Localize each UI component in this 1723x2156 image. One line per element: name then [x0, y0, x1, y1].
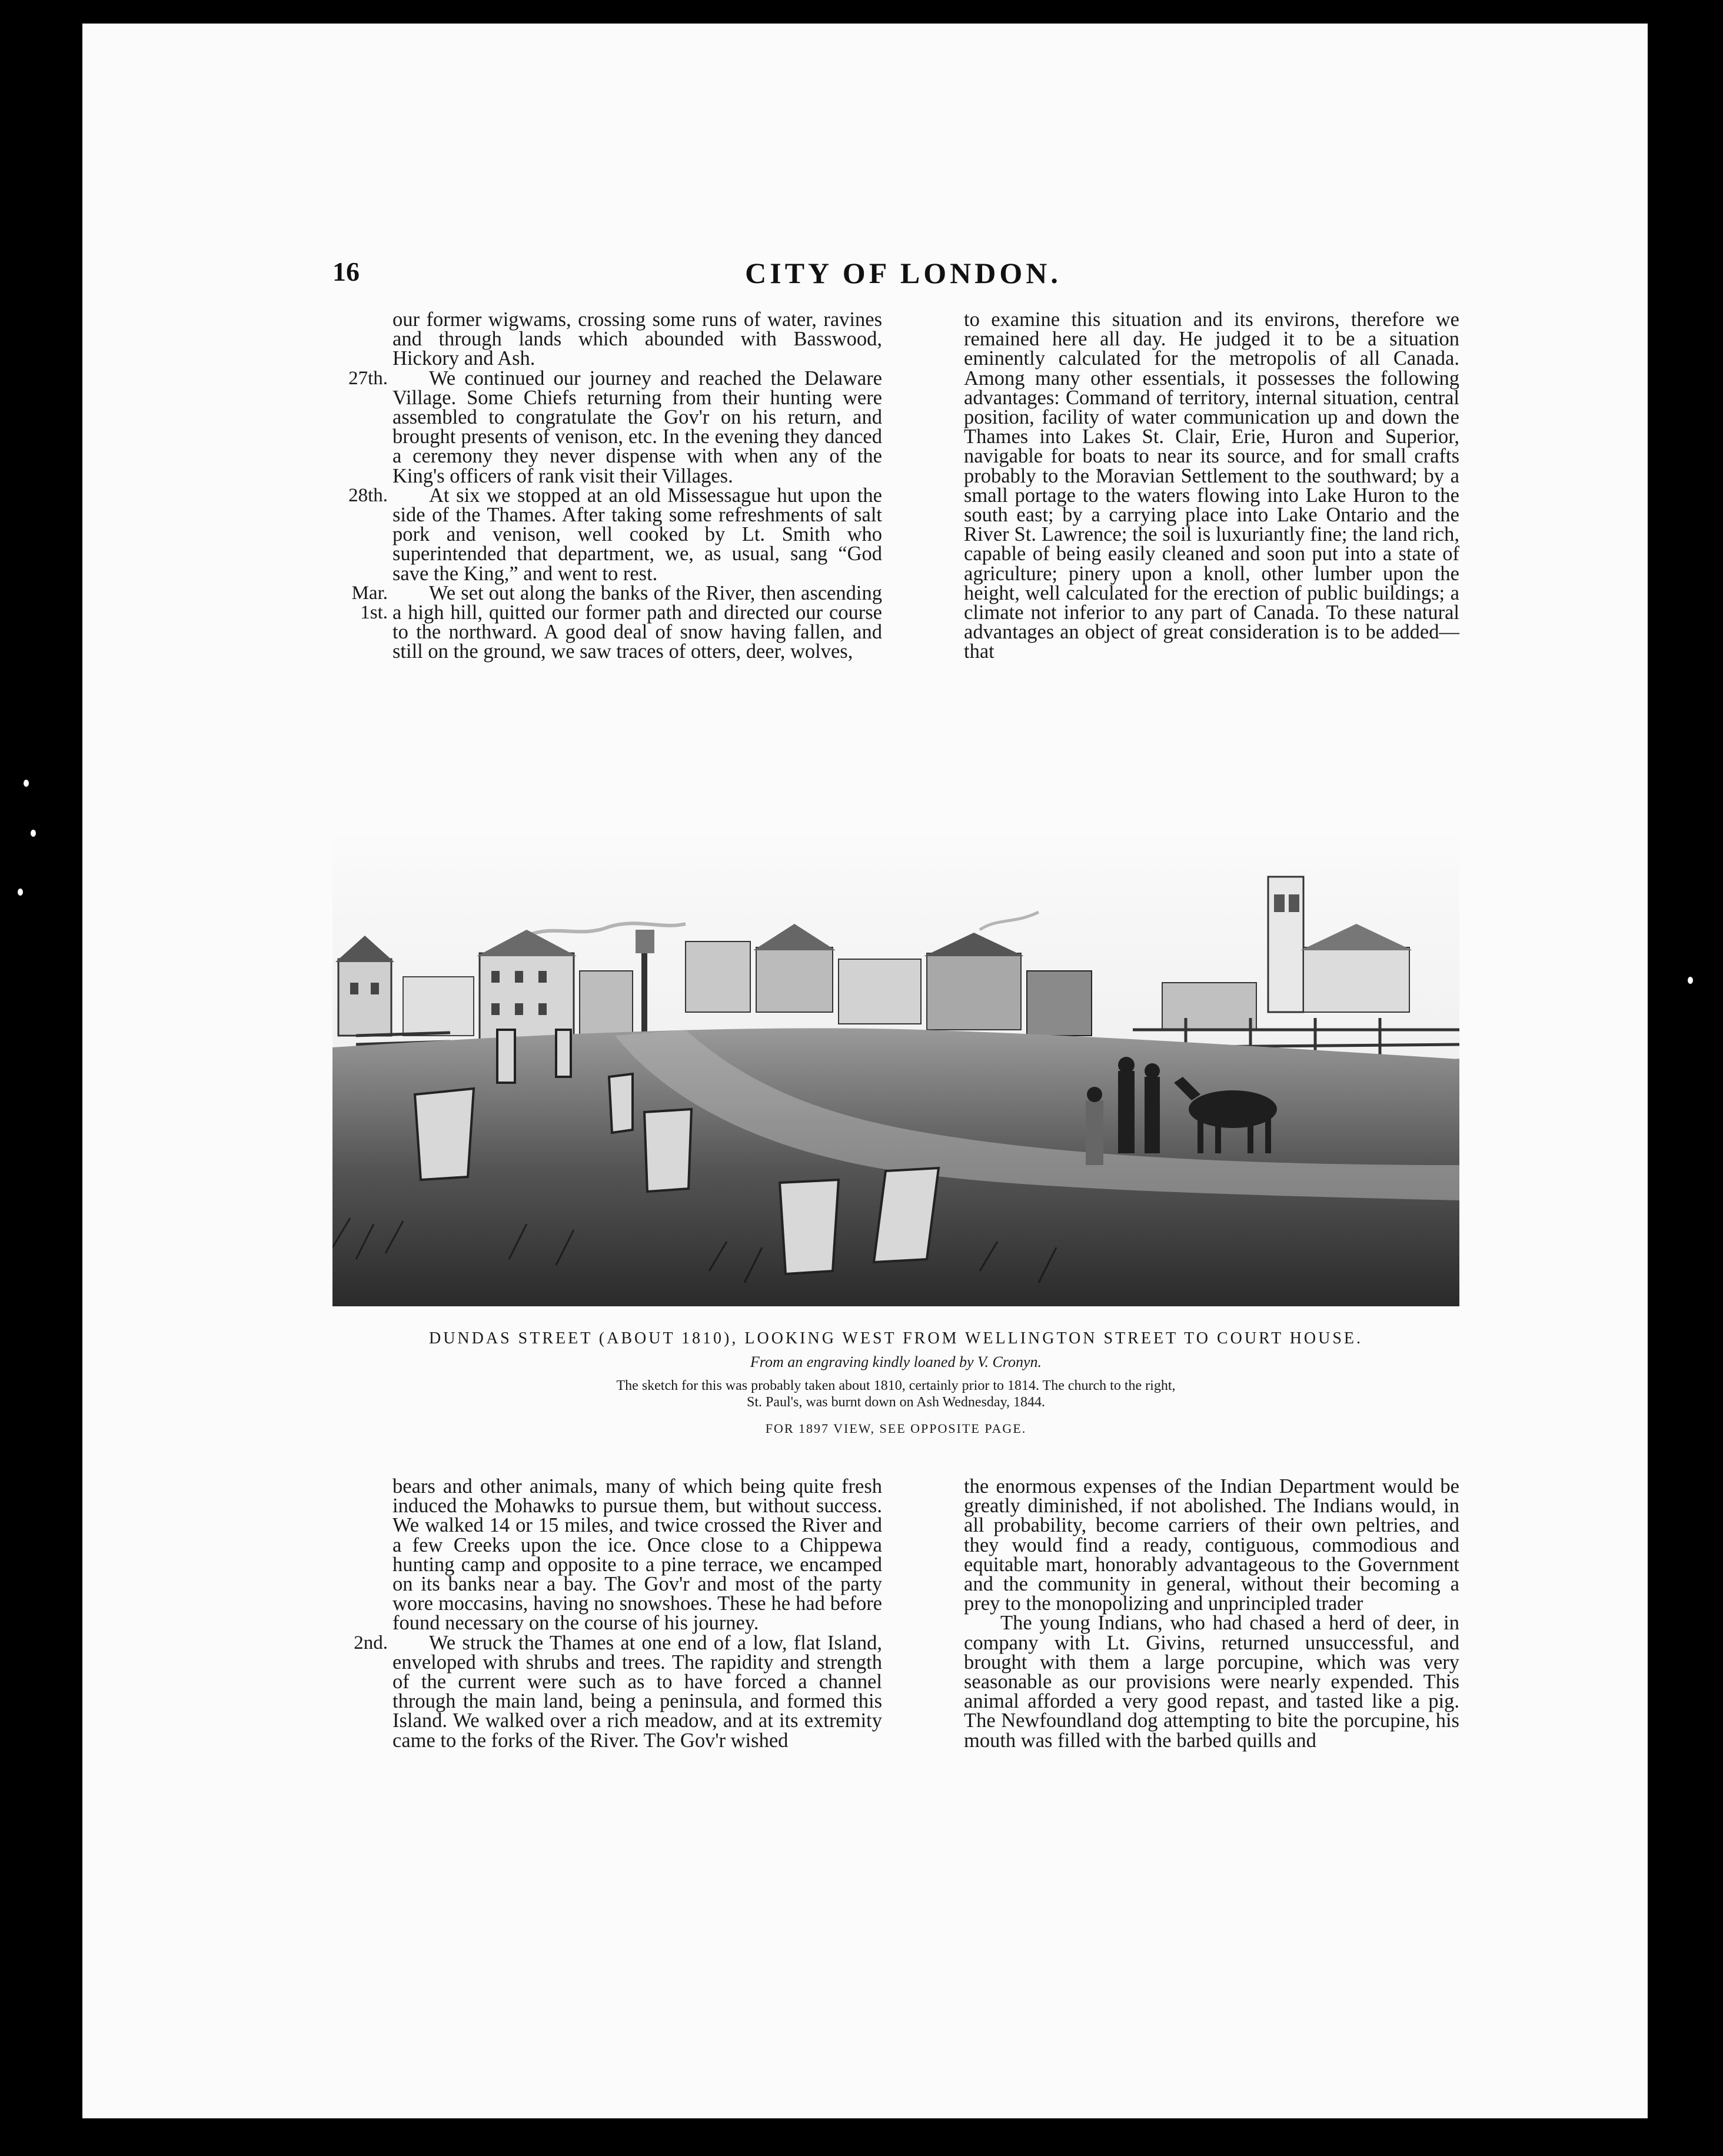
entry-text: We set out along the banks of the River, then ascending a high hill, quitted our former path and directed our course to the northward. A good deal of snow having fallen, and still on the ground, we saw traces of otters, deer, wolves, [393, 581, 882, 663]
entry-date: 2nd. [354, 1632, 388, 1653]
page-header [332, 256, 1474, 297]
scan-speck [18, 889, 23, 896]
diary-entry [351, 581, 882, 663]
entry-text: At six we stopped at an old Missessague hut upon the side of the Thames. After taking some refreshments of salt pork and venison, well cooked by Lt. Smith who superintended that department, we, as usual, sang “God save the King,” and went to rest. [393, 484, 882, 585]
text-column-top-left [348, 308, 882, 663]
caption-title: DUNDAS STREET (ABOUT 1810), LOOKING WEST FROM WELLINGTON STREET TO COURT HOUSE. [428, 1329, 1363, 1348]
entry-text: We struck the Thames at one end of a low, flat Island, enveloped with shrubs and trees. The rapidity and strength of the current were such as to have forced a channel through the main land, being a peninsula, and formed this Island. We walked over a rich meadow, and at its extremity came to the forks of the River. The Gov'r wished [393, 1631, 882, 1752]
caption-note [332, 1378, 1459, 1410]
engraving-illustration [332, 836, 1459, 1306]
caption-credit: From an engraving kindly loaned by V. Cronyn. [750, 1353, 1042, 1370]
paragraph: The young Indians, who had chased a herd of deer, in company with Lt. Givins, returned unsuccessful, and brought with them a large porcupine, which was very seasonable as our provisions were nearly expended. This animal afforded a very good repast, and tasted like a pig. The Newfoundland dog attempting to bite the porcupine, his mouth was filled with the barbed quills and [964, 1612, 1459, 1752]
page-title: CITY OF LONDON. [745, 257, 1062, 290]
scan-speck [31, 830, 36, 837]
caption-note-line: St. Paul's, was burnt down on Ash Wednesday, 1844. [746, 1395, 1046, 1410]
caption-reference: FOR 1897 VIEW, SEE OPPOSITE PAGE. [765, 1421, 1027, 1436]
paragraph: bears and other animals, many of which being quite fresh induced the Mohawks to pursue them, but without success. We walked 14 or 15 miles, and twice crossed the River and a few Creeks upon the ice. Once close to a Chippewa hunting camp and opposite to a pine terrace, we encamped on its banks near a bay. The Gov'r and most of the party wore moccasins, having no snowshoes. These he had before found necessary on the course of his journey. [393, 1475, 882, 1635]
paragraph: the enormous expenses of the Indian Department would be greatly diminished, if not abolished. The Indians would, in all probability, become carriers of their own peltries, and they would find a ready, contiguous, commodious and equitable mart, honorably advantageous to the Government and the community in general, without their becoming a prey to the monopolizing and unprincipled trader [964, 1475, 1459, 1615]
text-column-bottom-left [354, 1475, 882, 1752]
diary-entry [354, 1631, 882, 1752]
caption-note-line: The sketch for this was probably taken about 1810, certainly prior to 1814. The church to the right, [616, 1378, 1176, 1393]
diary-entry [348, 367, 882, 487]
text-column-top-right [964, 310, 1459, 662]
entry-date: 27th. [348, 367, 388, 389]
page-number: 16 [332, 257, 360, 287]
paragraph: our former wigwams, crossing some runs of water, ravines and through lands which abounded with Basswood, Hickory and Ash. [393, 308, 882, 370]
scan-speck [24, 780, 29, 787]
paragraph: to examine this situation and its environs, therefore we remained here all day. He judged it to be a situation eminently calculated for the metropolis of all Canada. Among many other essentials, it possesses the following advantages: Command of territory, internal situation, central position, facility of water communication up and down the Thames into Lakes St. Clair, Erie, Huron and Superior, navigable for boats to near its source, and for small crafts probably to the Moravian Settlement to the southward; by a small portage to the waters flowing into Lake Huron to the south east; by a carrying place into Lake Ontario and the River St. Lawrence; the soil is luxuriantly fine; the land rich, capable of being easily cleaned and soon put into a state of agriculture; pinery upon a knoll, other lumber upon the height, well calculated for the erection of public buildings; a climate not inferior to any part of Canada. To these natural advantages an object of great consideration is to be added—that [964, 308, 1459, 663]
scan-speck [1688, 977, 1693, 984]
entry-text: We continued our journey and reached the Delaware Village. Some Chiefs returning from their hunting were assembled to congratulate the Gov'r on his return, and brought presents of venison, etc. In the evening they danced a ceremony they never dispense with when any of the King's officers of rank visit their Villages. [393, 367, 882, 487]
entry-date: 28th. [348, 484, 388, 506]
figure-caption [332, 1327, 1459, 1438]
text-column-bottom-right [964, 1477, 1459, 1751]
diary-entry [348, 484, 882, 585]
entry-date: Mar. 1st. [351, 582, 388, 624]
